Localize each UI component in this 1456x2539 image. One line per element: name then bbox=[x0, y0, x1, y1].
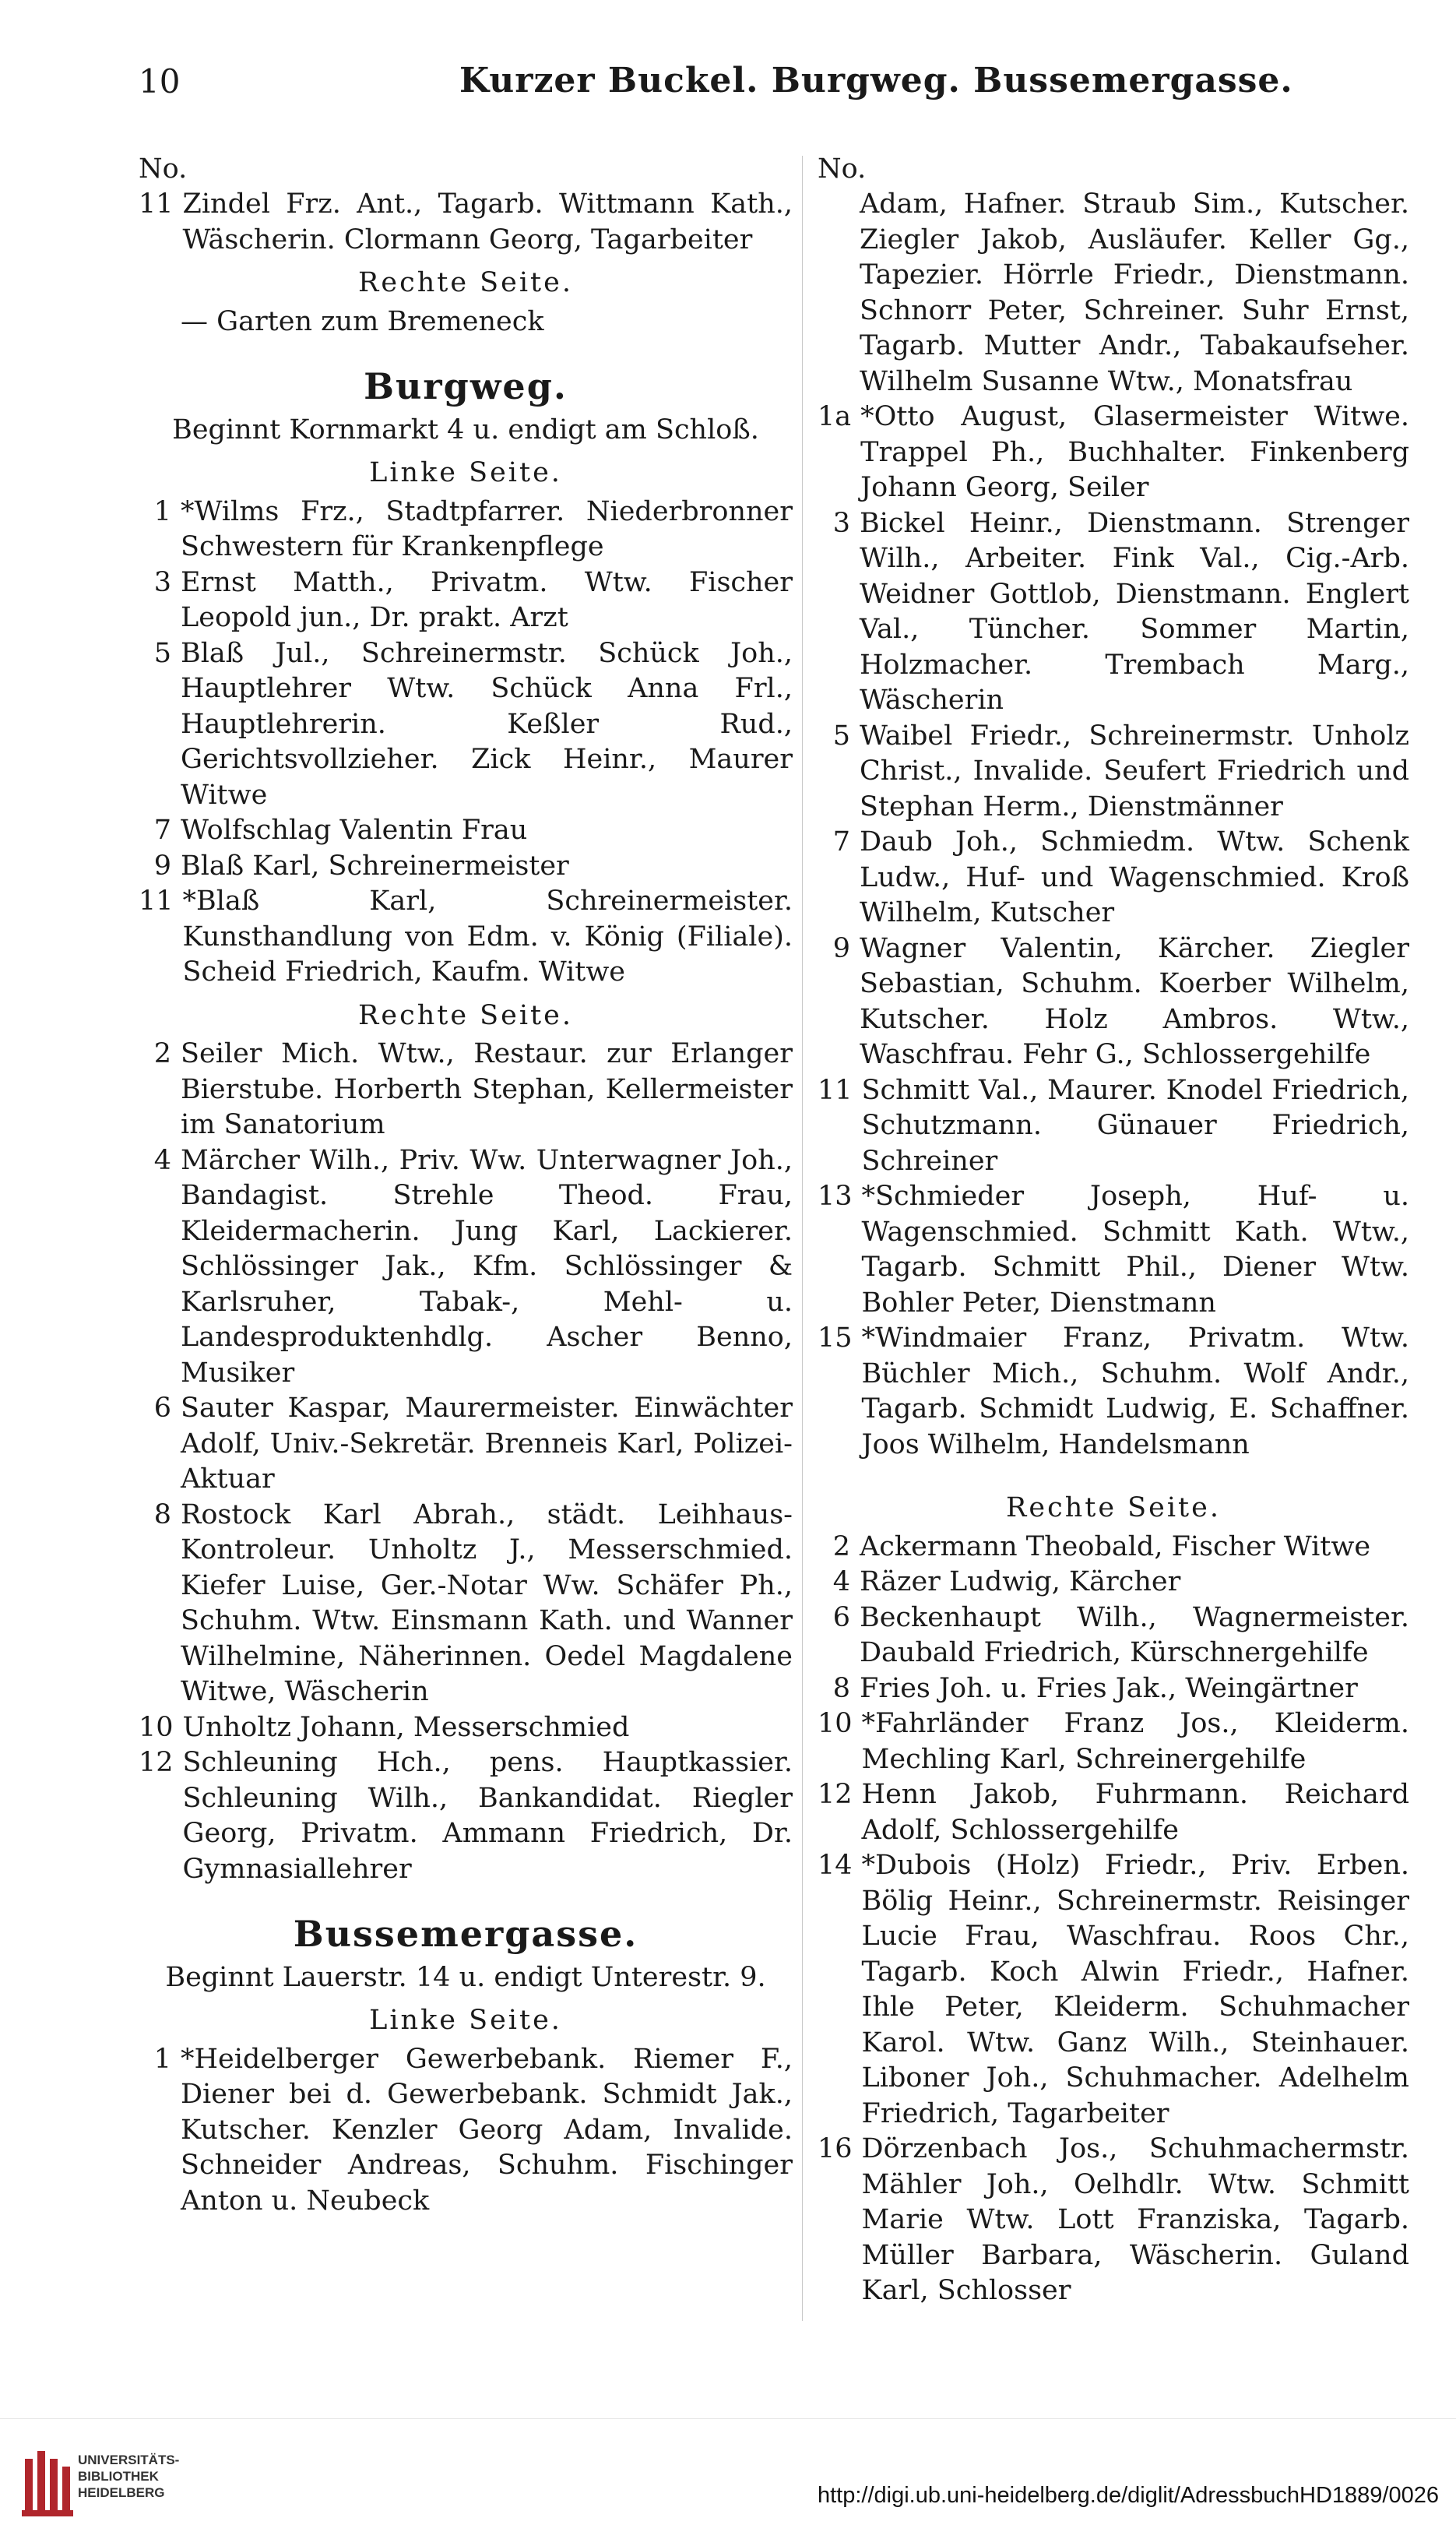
note-line: — Garten zum Bremeneck bbox=[181, 305, 544, 337]
continuation-text: Adam, Hafner. Straub Sim., Kutscher. Ziegler Jakob, Ausläufer. Keller Gg., Tapezier. Hörrle Friedr., Dienstmann. Schnorr Peter, Schreiner. Suhr Ernst, Tagarb. Mutter Andr., Tabakaufseher. Wilhelm Susanne Wtw., Monatsfrau bbox=[860, 188, 1409, 397]
burgweg-right-entries bbox=[139, 1037, 793, 1887]
side-label: Rechte Seite. bbox=[358, 999, 573, 1031]
library-name-line: BIBLIOTHEK bbox=[78, 2469, 159, 2484]
directory-entry bbox=[139, 1391, 793, 1498]
directory-entry bbox=[139, 1745, 793, 1887]
resident-list: *Wilms Frz., Stadtpfarrer. Niederbronner Schwestern für Krankenpflege bbox=[181, 495, 793, 562]
house-number: 3 bbox=[153, 566, 171, 598]
house-number: 9 bbox=[153, 850, 171, 882]
directory-entry bbox=[818, 931, 1409, 1073]
directory-entry bbox=[139, 1710, 793, 1746]
directory-entry bbox=[139, 2042, 793, 2220]
resident-list: *Blaß Karl, Schreinermeister. Kunsthandlung von Edm. v. König (Filiale). Scheid Friedrich, Kaufm. Witwe bbox=[182, 886, 793, 988]
library-name-line: HEIDELBERG bbox=[78, 2485, 165, 2500]
house-number: 6 bbox=[832, 1601, 850, 1633]
directory-entry bbox=[818, 1777, 1409, 1848]
resident-list: Unholtz Johann, Messerschmied bbox=[182, 1711, 630, 1743]
house-number: 4 bbox=[832, 1566, 850, 1597]
left-column bbox=[139, 152, 793, 2219]
house-number: 9 bbox=[832, 932, 850, 964]
directory-entry bbox=[139, 1143, 793, 1392]
house-number: 2 bbox=[153, 1038, 171, 1069]
house-number: 11 bbox=[139, 188, 174, 220]
directory-entry bbox=[139, 565, 793, 636]
directory-entry bbox=[139, 495, 793, 565]
street-heading-bussemergasse: Bussemergasse. bbox=[293, 1913, 638, 1955]
resident-list: Wagner Valentin, Kärcher. Ziegler Sebastian, Schuhm. Koerber Wilhelm, Kutscher. Holz Ambros. Wtw., Waschfrau. Fehr G., Schlossergehilfe bbox=[860, 932, 1409, 1070]
side-label: Linke Seite. bbox=[369, 457, 562, 488]
resident-list: Schleuning Hch., pens. Hauptkassier. Schleuning Wilh., Bankandidat. Riegler Georg, Privatm. Ammann Friedrich, Dr. Gymnasiallehrer bbox=[182, 1747, 793, 1885]
house-number: 10 bbox=[139, 1711, 174, 1743]
bussemergasse-left-entries bbox=[139, 2042, 793, 2220]
street-begin-bussemergasse: Beginnt Lauerstr. 14 u. endigt Unterestr. 9. bbox=[165, 1961, 766, 1993]
side-label: Rechte Seite. bbox=[1006, 1492, 1221, 1523]
house-number: 3 bbox=[832, 507, 850, 539]
resident-list: Blaß Jul., Schreinermstr. Schück Joh., Hauptlehrer Wtw. Schück Anna Frl., Hauptlehrerin. Keßler Rud., Gerichtsvollzieher. Zick Heinr., Maurer Witwe bbox=[181, 637, 793, 811]
directory-entry bbox=[818, 400, 1409, 506]
directory-entry bbox=[139, 884, 793, 991]
house-number: 7 bbox=[832, 826, 850, 857]
street-heading-burgweg: Burgweg. bbox=[364, 365, 568, 407]
directory-entry bbox=[139, 636, 793, 814]
directory-entry bbox=[139, 849, 793, 885]
resident-list: Räzer Ludwig, Kärcher bbox=[860, 1566, 1181, 1597]
number-header: No. bbox=[818, 153, 867, 185]
directory-entry bbox=[818, 1179, 1409, 1321]
library-name-line: UNIVERSITÄTS- bbox=[78, 2453, 180, 2467]
source-url-link[interactable]: http://digi.ub.uni-heidelberg.de/diglit/AdressbuchHD1889/0026 bbox=[817, 2483, 1439, 2508]
house-number: 16 bbox=[818, 2133, 853, 2164]
house-number: 5 bbox=[832, 720, 850, 752]
right-left-entries bbox=[818, 400, 1409, 1463]
resident-list: Fries Joh. u. Fries Jak., Weingärtner bbox=[860, 1672, 1358, 1704]
directory-entry bbox=[818, 506, 1409, 719]
resident-list: *Fahrländer Franz Jos., Kleiderm. Mechling Karl, Schreinergehilfe bbox=[861, 1708, 1409, 1775]
house-number: 10 bbox=[818, 1708, 853, 1739]
directory-entry bbox=[818, 1565, 1409, 1601]
house-number: 12 bbox=[818, 1779, 853, 1810]
resident-list: Märcher Wilh., Priv. Ww. Unterwagner Joh., Bandagist. Strehle Theod. Frau, Kleidermacherin. Jung Karl, Lackierer. Schlössinger Jak., Kfm. Schlössinger & Karlsruher, Tabak-, Mehl- u. Landesproduktenhdlg. Ascher Benno, Musiker bbox=[181, 1144, 793, 1389]
resident-list: *Schmieder Joseph, Huf- u. Wagenschmied. Schmitt Kath. Wtw., Tagarb. Schmitt Phil., Diener Wtw. Bohler Peter, Dienstmann bbox=[861, 1181, 1409, 1319]
resident-list: Waibel Friedr., Schreinermstr. Unholz Christ., Invalide. Seufert Friedrich und Stephan Herm., Dienstmänner bbox=[860, 720, 1409, 822]
resident-list: Seiler Mich. Wtw., Restaur. zur Erlanger Bierstube. Horberth Stephan, Kellermeister im Sanatorium bbox=[181, 1038, 793, 1140]
house-number: 11 bbox=[139, 886, 174, 917]
house-number: 7 bbox=[153, 815, 171, 846]
house-number: 5 bbox=[153, 637, 171, 669]
resident-list: Sauter Kaspar, Maurermeister. Einwächter Adolf, Univ.-Sekretär. Brenneis Karl, Polizei-Aktuar bbox=[181, 1393, 793, 1495]
directory-entry bbox=[818, 719, 1409, 826]
side-label: Linke Seite. bbox=[369, 2005, 562, 2036]
house-number: 4 bbox=[153, 1144, 171, 1176]
directory-entry bbox=[139, 1498, 793, 1710]
resident-list: Blaß Karl, Schreinermeister bbox=[181, 850, 569, 882]
directory-entry bbox=[818, 1530, 1409, 1565]
resident-list: Henn Jakob, Fuhrmann. Reichard Adolf, Schlossergehilfe bbox=[861, 1779, 1409, 1846]
resident-list: Beckenhaupt Wilh., Wagnermeister. Daubald Friedrich, Kürschnergehilfe bbox=[860, 1601, 1409, 1668]
house-number: 6 bbox=[153, 1393, 171, 1424]
right-right-entries bbox=[818, 1530, 1409, 2309]
resident-list: Dörzenbach Jos., Schuhmachermstr. Mähler Joh., Oelhdlr. Wtw. Schmitt Marie Wtw. Lott Franziska, Tagarb. Müller Barbara, Wäscherin. Guland Karl, Schlosser bbox=[861, 2133, 1409, 2306]
house-number: 13 bbox=[818, 1181, 853, 1212]
column-divider bbox=[802, 156, 803, 2321]
resident-list: Rostock Karl Abrah., städt. Leihhaus-Kontroleur. Unholtz J., Messerschmied. Kiefer Luise, Ger.-Notar Ww. Schäfer Ph., Schuhm. Wtw. Einsmann Kath. und Wanner Wilhelmine, Näherinnen. Oedel Magdalene Witwe, Wäscherin bbox=[181, 1498, 793, 1707]
directory-entry bbox=[139, 1037, 793, 1143]
kurzer-buckel-entries bbox=[139, 187, 793, 258]
page-number: 10 bbox=[139, 62, 181, 100]
resident-list: Wolfschlag Valentin Frau bbox=[181, 815, 528, 846]
resident-list: *Heidelberger Gewerbebank. Riemer F., Diener bei d. Gewerbebank. Schmidt Jak., Kutscher. Kenzler Georg Adam, Invalide. Schneider Andreas, Schuhm. Fischinger Anton u. Neubeck bbox=[181, 2043, 793, 2217]
directory-entry bbox=[818, 1321, 1409, 1463]
resident-list: *Otto August, Glasermeister Witwe. Trappel Ph., Buchhalter. Finkenberg Johann Georg, Seiler bbox=[860, 401, 1409, 503]
burgweg-left-entries bbox=[139, 495, 793, 991]
page-title: Kurzer Buckel. Burgweg. Bussemergasse. bbox=[459, 61, 1293, 100]
directory-entry bbox=[818, 1601, 1409, 1671]
resident-list: Ernst Matth., Privatm. Wtw. Fischer Leopold jun., Dr. prakt. Arzt bbox=[181, 566, 793, 633]
side-label: Rechte Seite. bbox=[358, 267, 573, 298]
resident-list: Bickel Heinr., Dienstmann. Strenger Wilh., Arbeiter. Fink Val., Cig.-Arb. Weidner Gottlob, Dienstmann. Englert Val., Tüncher. Sommer Martin, Holzmacher. Trembach Marg., Wäscherin bbox=[860, 507, 1409, 716]
resident-list: *Dubois (Holz) Friedr., Priv. Erben. Bölig Heinr., Schreinermstr. Reisinger Lucie Frau, Waschfrau. Roos Chr., Tagarb. Koch Alwin Friedr., Hafner. Ihle Peter, Kleiderm. Schuhmacher Karol. Wtw. Ganz Wilh., Steinhauer. Liboner Joh., Schuhmacher. Adelhelm Friedrich, Tagarbeiter bbox=[861, 1850, 1409, 2129]
library-name bbox=[78, 2452, 179, 2501]
resident-list: Ackermann Theobald, Fischer Witwe bbox=[860, 1530, 1371, 1562]
house-number: 11 bbox=[818, 1074, 853, 1106]
resident-list: Zindel Frz. Ant., Tagarb. Wittmann Kath., Wäscherin. Clormann Georg, Tagarbeiter bbox=[182, 188, 793, 255]
resident-list: Schmitt Val., Maurer. Knodel Friedrich, Schutzmann. Günauer Friedrich, Schreiner bbox=[861, 1074, 1409, 1177]
house-number: 8 bbox=[153, 1498, 171, 1530]
resident-list: Daub Joh., Schmiedm. Wtw. Schenk Ludw., Huf- und Wagenschmied. Kroß Wilhelm, Kutscher bbox=[860, 826, 1409, 928]
house-number: 15 bbox=[818, 1322, 853, 1354]
right-column bbox=[818, 152, 1409, 2309]
house-number: 1 bbox=[153, 495, 171, 527]
house-number: 8 bbox=[832, 1672, 850, 1704]
number-header: No. bbox=[139, 153, 188, 185]
house-number: 1a bbox=[818, 401, 852, 432]
directory-entry bbox=[818, 825, 1409, 931]
directory-entry bbox=[818, 1848, 1409, 2132]
directory-entry bbox=[818, 2132, 1409, 2309]
footer-rule bbox=[0, 2418, 1456, 2419]
directory-entry bbox=[139, 187, 793, 258]
directory-entry bbox=[818, 1671, 1409, 1707]
house-number: 1 bbox=[153, 2043, 171, 2075]
house-number: 12 bbox=[139, 1747, 174, 1778]
house-number: 14 bbox=[818, 1850, 853, 1881]
directory-entry bbox=[818, 1706, 1409, 1777]
resident-list: *Windmaier Franz, Privatm. Wtw. Büchler Mich., Schuhm. Wolf Andr., Tagarb. Schmidt Ludwig, E. Schaffner. Joos Wilhelm, Handelsmann bbox=[861, 1322, 1409, 1460]
directory-entry bbox=[139, 813, 793, 849]
house-number: 2 bbox=[832, 1530, 850, 1562]
street-begin-burgweg: Beginnt Kornmarkt 4 u. endigt am Schloß. bbox=[172, 414, 759, 445]
directory-entry bbox=[818, 1073, 1409, 1180]
